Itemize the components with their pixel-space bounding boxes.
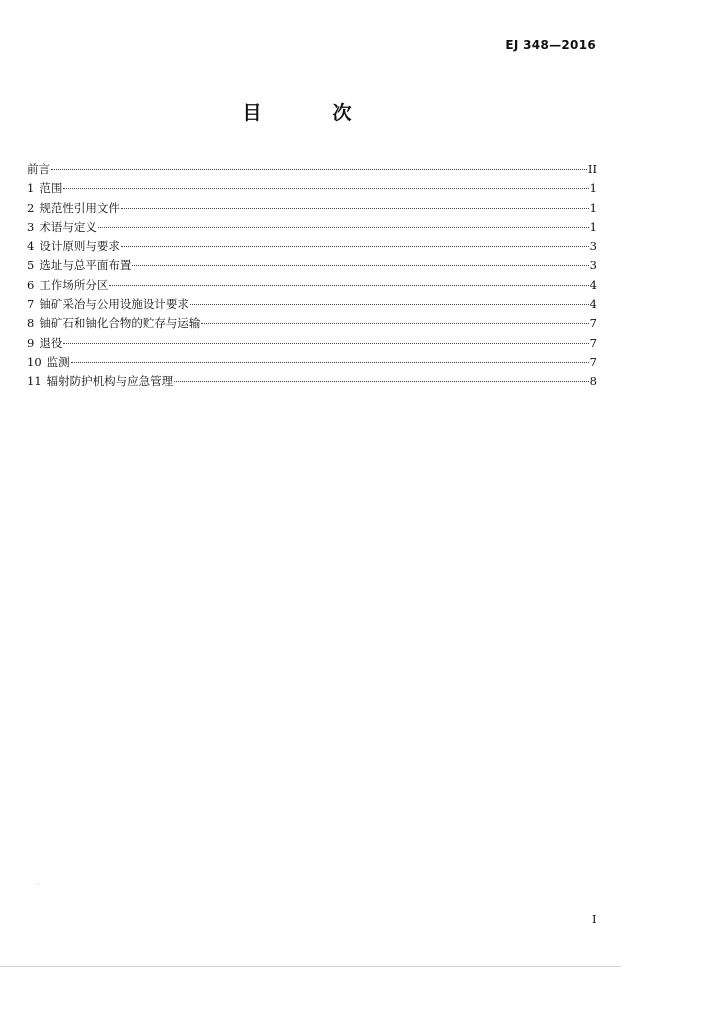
toc-entry-page: 4 xyxy=(589,277,597,292)
toc-entry-page: 3 xyxy=(589,258,597,273)
toc-leader-dots xyxy=(190,304,589,305)
toc-entry-label xyxy=(27,314,200,333)
toc-leader-dots xyxy=(63,188,588,189)
toc-entry-number: 10 xyxy=(27,354,42,369)
toc-entry xyxy=(27,276,597,295)
toc-entry-title: 前言 xyxy=(27,162,50,176)
toc-entry-page: 1 xyxy=(589,200,597,215)
page-number: I xyxy=(592,912,597,926)
scan-speck xyxy=(38,884,39,885)
toc-entry-title: 范围 xyxy=(39,181,63,196)
toc-entry-label xyxy=(27,179,62,198)
toc-entry-title: 退役 xyxy=(39,335,63,350)
toc-entry xyxy=(27,372,597,391)
toc-entry-title: 术语与定义 xyxy=(39,219,97,234)
toc-leader-dots xyxy=(121,246,589,247)
toc-entry-title: 设计原则与要求 xyxy=(39,239,120,254)
toc-entry-number: 2 xyxy=(27,200,35,215)
toc-entry-label xyxy=(27,353,70,372)
toc-entry-page: 7 xyxy=(589,335,597,350)
toc-leader-dots xyxy=(174,381,589,382)
toc-entry-page: 4 xyxy=(589,297,597,312)
toc-leader-dots xyxy=(51,169,587,170)
toc-entry-number: 11 xyxy=(27,374,42,389)
toc-entry-label xyxy=(27,334,62,353)
toc-entry-title: 监测 xyxy=(46,354,70,369)
toc-entry-label xyxy=(27,199,120,218)
bottom-divider xyxy=(0,966,621,967)
toc-entry-label xyxy=(27,218,97,237)
toc-leader-dots xyxy=(71,362,589,363)
toc-entry-number: 5 xyxy=(27,258,35,273)
toc-leader-dots xyxy=(121,208,589,209)
toc-entry xyxy=(27,237,597,256)
toc-entry-title: 工作场所分区 xyxy=(39,277,109,292)
toc-leader-dots xyxy=(63,343,588,344)
toc-entry xyxy=(27,295,597,314)
toc-entry-number: 8 xyxy=(27,316,35,331)
toc-leader-dots xyxy=(132,265,588,266)
toc-entry-label xyxy=(27,160,50,179)
toc-entry-page: 8 xyxy=(589,374,597,389)
toc-entry-label xyxy=(27,256,131,275)
toc-entry-label xyxy=(27,295,189,314)
toc-entry-number: 1 xyxy=(27,181,35,196)
toc-entry-title: 铀矿采冶与公用设施设计要求 xyxy=(39,297,189,312)
toc-entry-number: 3 xyxy=(27,219,35,234)
toc-entry-page: 1 xyxy=(589,181,597,196)
toc-leader-dots xyxy=(201,323,588,324)
toc-entry xyxy=(27,314,597,333)
toc-entry-label xyxy=(27,372,173,391)
toc-entry-number: 9 xyxy=(27,335,35,350)
standard-code: EJ 348—2016 xyxy=(505,38,596,52)
toc-entry-title: 铀矿石和铀化合物的贮存与运输 xyxy=(39,316,201,331)
toc-entry-title: 辐射防护机构与应急管理 xyxy=(46,374,174,389)
toc-entry-number: 6 xyxy=(27,277,35,292)
toc-entry-number: 7 xyxy=(27,297,35,312)
toc-leader-dots xyxy=(109,285,588,286)
toc-entry xyxy=(27,218,597,237)
toc-entry-page: 7 xyxy=(589,316,597,331)
toc-entry xyxy=(27,334,597,353)
toc-entry-label xyxy=(27,237,120,256)
toc-entry-page: 3 xyxy=(589,239,597,254)
toc-entry-page: 1 xyxy=(589,219,597,234)
toc-entry-page: II xyxy=(587,162,597,176)
toc-entry-title: 选址与总平面布置 xyxy=(39,258,132,273)
toc-entry xyxy=(27,353,597,372)
page-title: 目 次 xyxy=(242,102,378,124)
toc-entry xyxy=(27,160,597,179)
toc-entry-label xyxy=(27,276,108,295)
toc-entry-title: 规范性引用文件 xyxy=(39,200,120,215)
table-of-contents xyxy=(27,160,597,392)
toc-leader-dots xyxy=(98,227,589,228)
toc-entry xyxy=(27,199,597,218)
toc-entry xyxy=(27,256,597,275)
toc-entry xyxy=(27,179,597,198)
toc-entry-number: 4 xyxy=(27,239,35,254)
toc-entry-page: 7 xyxy=(589,354,597,369)
